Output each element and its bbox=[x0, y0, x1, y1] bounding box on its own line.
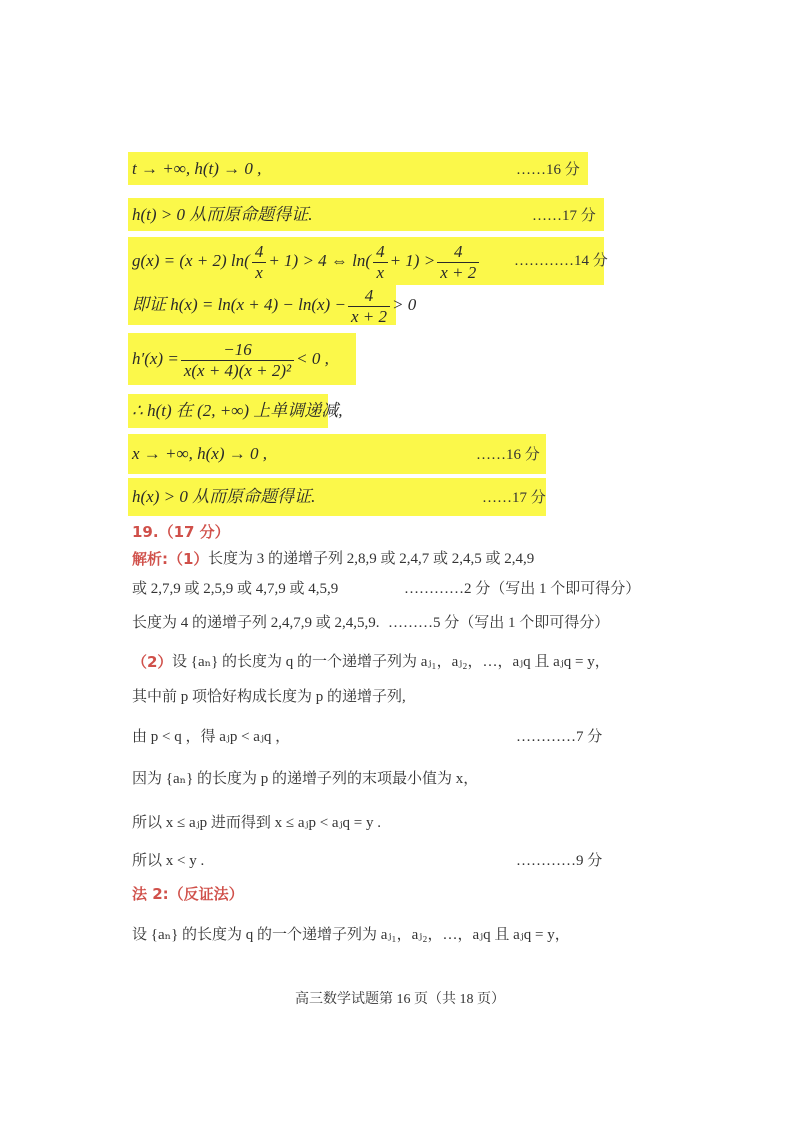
l5-pre: h′(x) = bbox=[132, 349, 179, 368]
frac-den: x(x + 4)(x + 2)² bbox=[183, 360, 292, 380]
frac-num: 4 bbox=[348, 286, 390, 307]
proof-line-4 bbox=[132, 285, 416, 327]
frac-num: 4 bbox=[252, 242, 267, 263]
method-2-label: 法 2:（反证法） bbox=[132, 885, 244, 903]
analysis-label: 解析:（1） bbox=[132, 550, 209, 568]
proof-line-3 bbox=[132, 240, 481, 283]
frac-den: x bbox=[255, 262, 263, 282]
q19-part2-line2: 其中前 p 项恰好构成长度为 p 的递增子列, bbox=[132, 689, 406, 705]
q19-score-9: …………9 分 bbox=[516, 853, 603, 869]
proof-line-5 bbox=[132, 336, 329, 382]
frac-num: −16 bbox=[181, 340, 294, 361]
proof-line-2: h(t) > 0 从而原命题得证. bbox=[132, 205, 313, 224]
score-16-b: ……16 分 bbox=[476, 447, 540, 463]
proof-line-6: ∴ h(t) 在 (2, +∞) 上单调递减, bbox=[132, 401, 343, 420]
frac-den: x + 2 bbox=[440, 262, 477, 282]
l3-pre: g(x) = (x + 2) ln( bbox=[132, 251, 250, 270]
frac-den: x + 2 bbox=[350, 306, 387, 326]
score-17-b: ……17 分 bbox=[482, 490, 546, 506]
l4-post: > 0 bbox=[391, 295, 417, 314]
l5-post: < 0 , bbox=[296, 349, 329, 368]
frac-num: 4 bbox=[437, 242, 479, 263]
l3-mid: + 1) > 4 ⇔ ln( bbox=[268, 251, 372, 270]
proof-line-1: t → +∞, h(t) → 0 , bbox=[132, 159, 262, 178]
q19-part2-line1: 设 {aₙ} 的长度为 q 的一个递增子列为 aⱼ₁，aⱼ₂，…，aⱼq 且 aⱼq = y， bbox=[172, 654, 610, 670]
q19-part1-line2: 或 2,7,9 或 2,5,9 或 4,7,9 或 4,5,9 bbox=[132, 581, 339, 597]
frac-num: 4 bbox=[373, 242, 388, 263]
q19-part1-line1: 长度为 3 的递增子列 2,8,9 或 2,4,7 或 2,4,5 或 2,4,9 bbox=[208, 551, 535, 567]
fraction-4-over-x-plus-2-b bbox=[348, 286, 390, 327]
score-17-a: ……17 分 bbox=[532, 208, 596, 224]
score-16-a: ……16 分 bbox=[516, 162, 580, 178]
proof-line-8: h(x) > 0 从而原命题得证. bbox=[132, 487, 316, 506]
q19-part1-line3: 长度为 4 的递增子列 2,4,7,9 或 2,4,5,9. bbox=[132, 615, 380, 631]
fraction-4-over-x-a bbox=[252, 242, 267, 283]
l3-mid2: + 1) > bbox=[389, 251, 436, 270]
l4-pre: 即证 h(x) = ln(x + 4) − ln(x) − bbox=[132, 295, 346, 314]
q19-part2-line3: 由 p < q ，得 aⱼp < aⱼq ， bbox=[132, 729, 291, 745]
page-footer: 高三数学试题第 16 页（共 18 页） bbox=[295, 992, 505, 1007]
q19-part2-line5: 所以 x ≤ aⱼp 进而得到 x ≤ aⱼp < aⱼq = y . bbox=[132, 815, 381, 831]
q19-part2-line4: 因为 {aₙ} 的长度为 p 的递增子列的末项最小值为 x， bbox=[132, 771, 479, 787]
fraction-4-over-x-b bbox=[373, 242, 388, 283]
proof-line-7: x → +∞, h(x) → 0 , bbox=[132, 444, 268, 463]
frac-den: x bbox=[376, 262, 385, 282]
question-19-title: 19.（17 分） bbox=[132, 523, 230, 541]
q19-method2-line1: 设 {aₙ} 的长度为 q 的一个递增子列为 aⱼ₁，aⱼ₂，…，aⱼq 且 aⱼq = y， bbox=[132, 927, 570, 943]
part2-label: （2） bbox=[132, 653, 173, 671]
q19-score-5: ………5 分（写出 1 个即可得分） bbox=[388, 615, 610, 631]
q19-score-7: …………7 分 bbox=[516, 729, 603, 745]
q19-part2-line6: 所以 x < y . bbox=[132, 853, 205, 869]
fraction-4-over-x-plus-2 bbox=[437, 242, 479, 283]
derivative-fraction bbox=[181, 340, 294, 381]
q19-score-2: …………2 分（写出 1 个即可得分） bbox=[404, 581, 641, 597]
score-14: …………14 分 bbox=[514, 253, 608, 269]
